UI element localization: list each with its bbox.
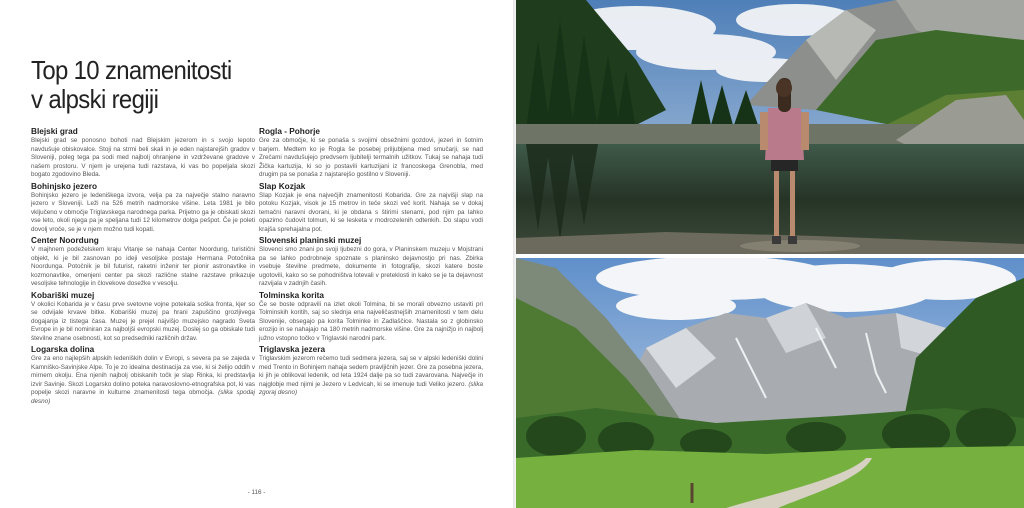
entry-text: Bohinjsko jezero je ledeniškega izvora, velja pa za največje stalno naravno jezero v Sloveniji. Leži na 526 metrih nadmorske višine. Leta 1981 je bilo vključeno v območje Triglavskega narodnega parka. Prijetno ga je obiskati skozi vse leto, okoli njega pa je speljana tudi 12 kilometrov dolga pešpot. Če je poleti dovolj vroče, se je v njem možno tudi kopati. — [31, 191, 255, 233]
title-line-1: Top 10 znamenitosti — [31, 55, 232, 85]
title-line-2: v alpski regiji — [31, 84, 159, 114]
entry-text: V okolici Kobarida je v času prve svetovne vojne potekala soška fronta, kjer so se odvijale krvave bitke. Kobariški muzej pa hrani zapuščino grozljivega dogajanja iz tistega časa. Muzej je prejel najvišjo muzejsko nagrado Sveta Evrope in je bil nominiran za najboljši evropski muzej. Doslej so ga obiskale tudi številne znane osebnosti, kot so predsedniki različnih držav. — [31, 300, 255, 342]
entry-text-main: Triglavskim jezerom rečemo tudi sedmera jezera, saj se v alpski ledeniški dolini med Trento in Bohinjem nahaja sedem pravljičnih jezer. Gre za posebna jezera, ki jih je oblikoval ledenik, od leta 1924 dalje pa so tudi zavarovana. Največje in najglobje med njimi je Jezero v Ledvicah, ki se imenuje tudi Veliko jezero. — [259, 355, 483, 388]
entry-blejski-grad — [31, 126, 255, 180]
valley-landscape-illustration — [516, 258, 1024, 508]
entry-slap-kozjak — [259, 181, 483, 235]
entry-heading: Bohinjsko jezero — [31, 180, 98, 191]
entry-heading: Slap Kozjak — [259, 180, 306, 191]
entry-text: Slovenci smo znani po svoji ljubezni do gora, v Planinskem muzeju v Mojstrani pa se lahko podrobneje spoznate s planinsko dejavnostjo pri nas. Zbirka vsebuje številne predmete, dokumente in fotografije, skozi katere boste ugotovili, kako so se pohodništva lotevali v preteklosti in kako se je ta dejavnost razvijala v zadnjih časih. — [259, 246, 483, 287]
photo-reference-note: (slika spodaj desno) — [31, 389, 255, 405]
entry-text: Blejski grad se ponosno bohoti nad Blejskim jezerom in s svojo lepoto navdušuje obiskovalce. Stoji na strmi beli skali in je eden najstarejših gradov v Sloveniji, poleg tega pa sodi med najbolj ohranjene in vzdrževane gradove v našem prostoru. V njem je urejena tudi razstava, ki vas bo popeljala skozi bogato zgodovino Bleda. — [31, 137, 255, 178]
entry-text — [31, 355, 255, 406]
entry-text — [259, 355, 483, 398]
entry-heading: Center Noordung — [31, 235, 99, 245]
entry-triglavska-jezera — [259, 344, 483, 398]
entry-text: V majhnem podeželskem kraju Vitanje se nahaja Center Noordung, turistični objekt, ki je bil zasnovan po ideji vesoljske postaje Hermana Potočnika Noordunga. Potočnik je bil futurist, raketni inženir ter pionir astronavtike in kozmonavtike, omenjeni center pa skozi različne stalne razstave prikazuje vesoljske tehnologije in človekove dosežke v vesolju. — [31, 246, 255, 287]
photo-reference-note: (slika zgoraj desno) — [259, 380, 484, 396]
text-column-right — [259, 126, 483, 399]
entry-heading: Triglavska jezera — [259, 344, 326, 354]
photo-lake-hiker — [516, 0, 1024, 254]
entry-heading: Kobariški muzej — [31, 289, 95, 300]
photo-logarska-valley — [516, 258, 1024, 508]
entry-text-main: Gre za eno najlepših alpskih ledeniških dolin v Evropi, s severa pa se zajeda v Kamniško-Savinjske Alpe. To je zo idealna destinacija za vse, ki si želijo oddih v mirnem okolju. Ena njenih najbolj obiskanih točk je slap Rinka, ki predstavlja izvir Savinje. Skozi Logarsko dolino poteka naravoslovno-etnografska pot, ki vas popelje skozi naravne in kulturne znamenitosti tega območja. — [31, 355, 255, 396]
text-column-left — [31, 126, 255, 407]
entry-slovenski-planinski-muzej — [259, 235, 483, 289]
page-title — [31, 56, 232, 114]
entry-logarska-dolina — [31, 344, 255, 406]
entry-bohinjsko-jezero — [31, 181, 255, 235]
entry-heading: Slovenski planinski muzej — [259, 235, 362, 245]
entry-tolminska-korita — [259, 290, 483, 344]
entry-heading: Logarska dolina — [31, 344, 95, 354]
entry-text: Slap Kozjak je ena največjih znamenitosti Kobarida. Gre za najvišji slap na potoku Kozjak, visok je 15 metrov in teče skozi več korit. Nahaja se v dokaj temačni naravni dvorani, ki je obdana s štirimi stenami, pod njim pa lahko opazimo čudovit tolmun, ki se lesketa v modrozelenih odtenkih. Do slapu vodi krajša sprehajalna pot. — [259, 191, 483, 233]
entry-heading: Blejski grad — [31, 126, 78, 136]
page-number: - 116 - — [247, 489, 266, 496]
lake-landscape-illustration — [516, 0, 1024, 254]
entry-text: Gre za območje, ki se ponaša s svojimi obsežnimi gozdovi, jezeri in šotnim barjem. Medtem ko je Rogla še posebej priljubljena med smučarji, se nad Zrečami navdušujejo predvsem ljubitelji termalnih užitkov. Tukaj se nahaja tudi Žička kartuzija, ki so jo postavili kartuzijani iz francoskega Grenobla, med drugim pa se ponaša z najstarejšo gostilno v Sloveniji. — [259, 137, 483, 178]
entry-heading: Rogla - Pohorje — [259, 126, 320, 136]
entry-center-noordung — [31, 235, 255, 289]
entry-text: Če se boste odpravili na izlet okoli Tolmina, bi se morali obvezno ustaviti pri Tolminskih koritih, saj so slednja ena najveličastnejših znamenitosti v tem delu Slovenije, obsegajo pa korita Tolminke in Zadlaščice. Nastala so z globinsko erozijo in se nahajajo na 180 metrih nadmorske višine. Gre za najnižjo in najbolj južno vstopno točko v Triglavski narodni park. — [259, 300, 483, 342]
entry-rogla-pohorje — [259, 126, 483, 180]
entry-kobariski-muzej — [31, 290, 255, 344]
entry-heading: Tolminska korita — [259, 289, 324, 300]
